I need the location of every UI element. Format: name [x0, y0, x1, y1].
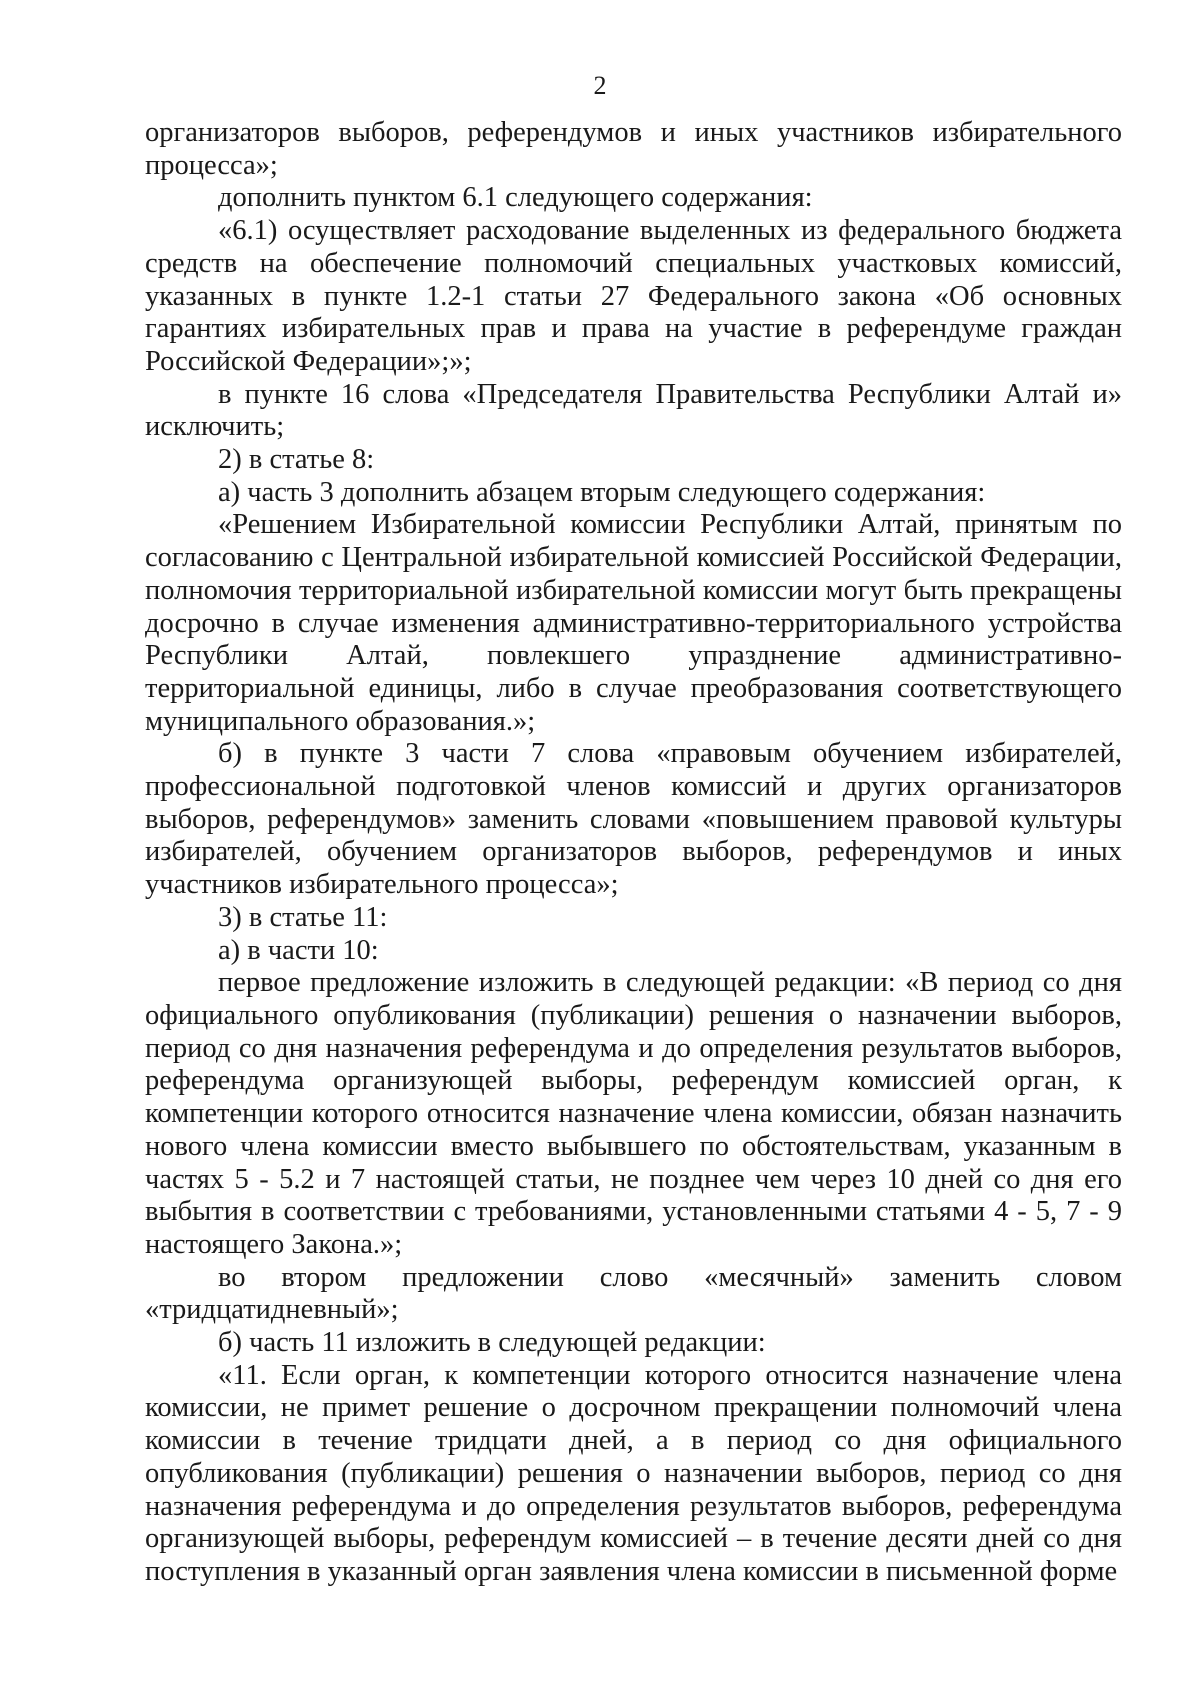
paragraph: б) в пункте 3 части 7 слова «правовым обучением избирателей, профессиональной подготовкой членов комиссий и других организаторов выборов, референдумов» заменить словами «повышением правовой культуры избирателей, обучением организаторов выборов, референдумов и иных участников избирательного процесса»; [145, 738, 1122, 901]
document-body [145, 117, 1122, 1589]
paragraph: 2) в статье 8: [218, 444, 375, 476]
paragraph: во втором предложении слово «месячный» заменить словом «тридцатидневный»; [145, 1261, 1122, 1326]
paragraph: организаторов выборов, референдумов и иных участников избирательного процесса»; [145, 117, 1122, 181]
paragraph: а) часть 3 дополнить абзацем вторым следующего содержания: [218, 476, 986, 508]
paragraph: «11. Если орган, к компетенции которого относится назначение члена комиссии, не примет решение о досрочном прекращении полномочий члена комиссии в течение тридцати дней, а в период со дня официального опубликования (публикации) решения о назначении выборов, период со дня назначения референдума и до определения результатов выборов, референдума организующей выборы, референдум комиссией – в течение десяти дней со дня поступления в указанный орган заявления члена комиссии в письменной форме [145, 1359, 1122, 1587]
paragraph: в пункте 16 слова «Председателя Правительства Республики Алтай и» исключить; [145, 378, 1122, 443]
paragraph: «Решением Избирательной комиссии Республики Алтай, принятым по согласованию с Центральной избирательной комиссией Российской Федерации, полномочия территориальной избирательной комиссии могут быть прекращены досрочно в случае изменения административно-территориального устройства Республики Алтай, повлекшего упразднение административно-территориальной единицы, либо в случае преобразования соответствующего муниципального образования.»; [145, 509, 1122, 737]
paragraph: а) в части 10: [218, 934, 379, 966]
paragraph: дополнить пунктом 6.1 следующего содержания: [218, 182, 813, 214]
paragraph: «6.1) осуществляет расходование выделенных из федерального бюджета средств на обеспечение полномочий специальных участковых комиссий, указанных в пункте 1.2-1 статьи 27 Федерального закона «Об основных гарантиях избирательных прав и права на участие в референдуме граждан Российской Федерации»;»; [145, 215, 1122, 377]
paragraph: б) часть 11 изложить в следующей редакции: [218, 1327, 766, 1359]
paragraph: первое предложение изложить в следующей редакции: «В период со дня официального опубликования (публикации) решения о назначении выборов, период со дня назначения референдума и до определения результатов выборов, референдума организующей выборы, референдум комиссией орган, к компетенции которого относится назначение члена комиссии, обязан назначить нового члена комиссии вместо выбывшего по обстоятельствам, указанным в частях 5 - 5.2 и 7 настоящей статьи, не позднее чем через 10 дней со дня его выбытия в соответствии с требованиями, установленными статьями 4 - 5, 7 - 9 настоящего Закона.»; [145, 967, 1122, 1260]
page-number: 2 [593, 71, 607, 100]
paragraph: 3) в статье 11: [218, 901, 388, 933]
